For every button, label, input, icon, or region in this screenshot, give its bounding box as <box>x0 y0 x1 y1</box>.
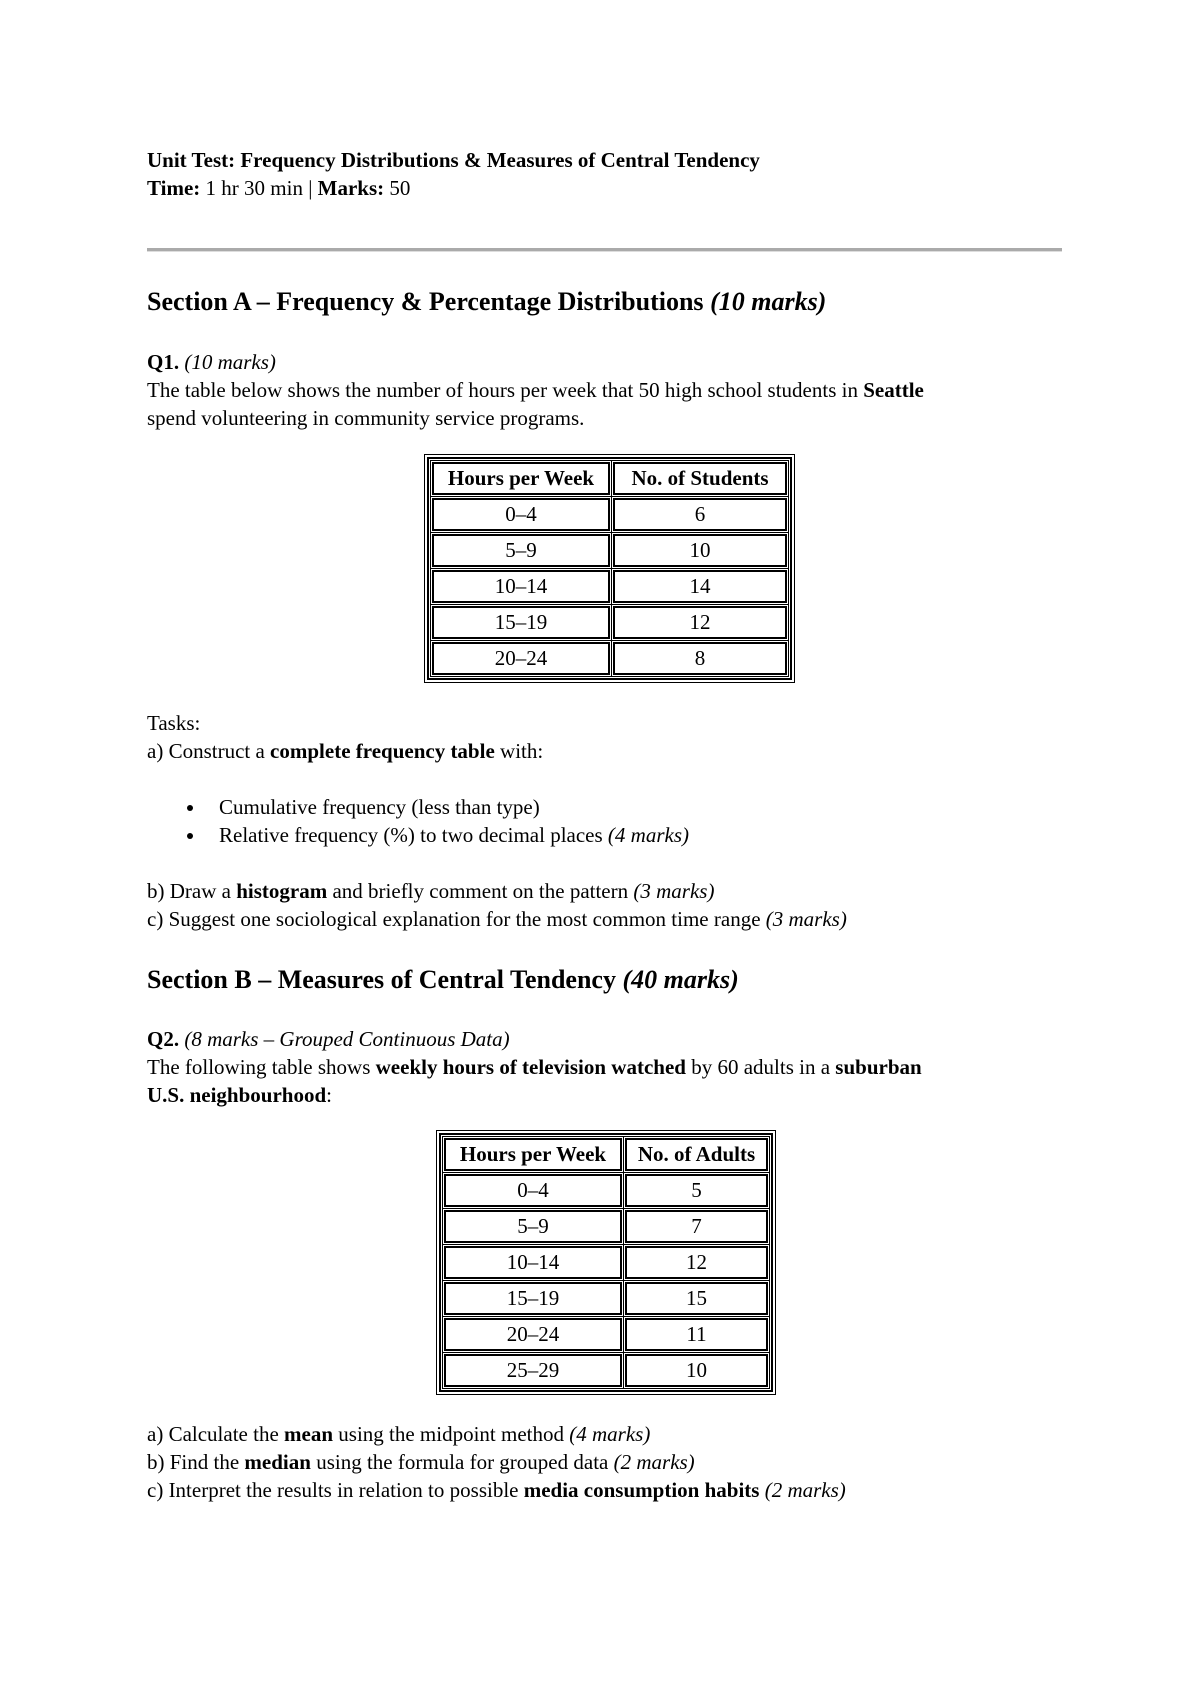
table-cell: 5–9 <box>444 1210 622 1243</box>
table-cell: 12 <box>613 606 787 639</box>
q2-tasks <box>147 1420 1062 1504</box>
tasks-label: Tasks: <box>147 711 201 735</box>
q1-label: Q1. <box>147 350 180 374</box>
q2-text-cont: U.S. neighbourhood: <box>147 1083 332 1107</box>
list-item: Relative frequency (%) to two decimal places (4 marks) <box>219 821 1062 849</box>
volunteer-hours-table <box>427 457 792 680</box>
q2-task-c: c) Interpret the results in relation to possible media consumption habits (2 marks) <box>147 1478 846 1502</box>
table-cell: 10–14 <box>444 1246 622 1279</box>
column-header: No. of Adults <box>625 1138 768 1171</box>
table-row <box>444 1318 768 1351</box>
header-divider <box>147 248 1062 252</box>
marks-label: Marks: <box>317 176 385 200</box>
table-cell: 25–29 <box>444 1354 622 1387</box>
section-b-heading: Section B – Measures of Central Tendency (40 marks) <box>147 965 739 994</box>
table-cell: 11 <box>625 1318 768 1351</box>
table-cell: 5 <box>625 1174 768 1207</box>
table-row <box>432 642 787 675</box>
table-cell: 20–24 <box>444 1318 622 1351</box>
table-row <box>444 1174 768 1207</box>
section-a-heading: Section A – Frequency & Percentage Distributions (10 marks) <box>147 287 827 316</box>
table-row <box>444 1354 768 1387</box>
q2-text: The following table shows weekly hours of television watched by 60 adults in a suburban <box>147 1055 922 1079</box>
test-meta <box>147 174 760 202</box>
task-b: b) Draw a histogram and briefly comment on the pattern (3 marks) <box>147 879 715 903</box>
q1-text: The table below shows the number of hours per week that 50 high school students in Seattle <box>147 378 924 402</box>
table-cell: 8 <box>613 642 787 675</box>
test-title: Unit Test: Frequency Distributions & Measures of Central Tendency <box>147 148 760 172</box>
column-header: Hours per Week <box>444 1138 622 1171</box>
table-header-row <box>444 1138 768 1171</box>
q1-marks: (10 marks) <box>184 350 276 374</box>
q1-block <box>147 348 1062 432</box>
q2-task-b: b) Find the median using the formula for grouped data (2 marks) <box>147 1450 695 1474</box>
q2-block <box>147 1025 1062 1109</box>
table-cell: 15–19 <box>444 1282 622 1315</box>
table-cell: 7 <box>625 1210 768 1243</box>
q1-text-cont: spend volunteering in community service programs. <box>147 406 585 430</box>
table-row <box>432 606 787 639</box>
table-row <box>444 1210 768 1243</box>
q2-label: Q2. <box>147 1027 180 1051</box>
task-c: c) Suggest one sociological explanation for the most common time range (3 marks) <box>147 907 847 931</box>
table-cell: 0–4 <box>432 498 610 531</box>
table-cell: 5–9 <box>432 534 610 567</box>
table-row <box>432 534 787 567</box>
table-row <box>444 1282 768 1315</box>
table-cell: 20–24 <box>432 642 610 675</box>
column-header: Hours per Week <box>432 462 610 495</box>
q2-marks: (8 marks – Grouped Continuous Data) <box>184 1027 510 1051</box>
table-row <box>444 1246 768 1279</box>
q2-task-a: a) Calculate the mean using the midpoint method (4 marks) <box>147 1422 651 1446</box>
q1-tasks <box>147 709 1062 933</box>
time-label: Time: <box>147 176 201 200</box>
task-a-bullets <box>147 793 1062 849</box>
list-item: Cumulative frequency (less than type) <box>219 793 1062 821</box>
task-a: a) Construct a complete frequency table with: <box>147 739 544 763</box>
column-header: No. of Students <box>613 462 787 495</box>
table-cell: 10 <box>625 1354 768 1387</box>
table-cell: 0–4 <box>444 1174 622 1207</box>
table-cell: 15 <box>625 1282 768 1315</box>
table-row <box>432 498 787 531</box>
marks-value: 50 <box>384 176 411 200</box>
time-value: 1 hr 30 min | <box>200 176 318 200</box>
test-header <box>147 146 760 202</box>
table-cell: 15–19 <box>432 606 610 639</box>
table-row <box>432 570 787 603</box>
table-cell: 10 <box>613 534 787 567</box>
table-cell: 10–14 <box>432 570 610 603</box>
table-header-row <box>432 462 787 495</box>
table-cell: 6 <box>613 498 787 531</box>
tv-hours-table <box>439 1133 773 1392</box>
table-cell: 12 <box>625 1246 768 1279</box>
table-cell: 14 <box>613 570 787 603</box>
